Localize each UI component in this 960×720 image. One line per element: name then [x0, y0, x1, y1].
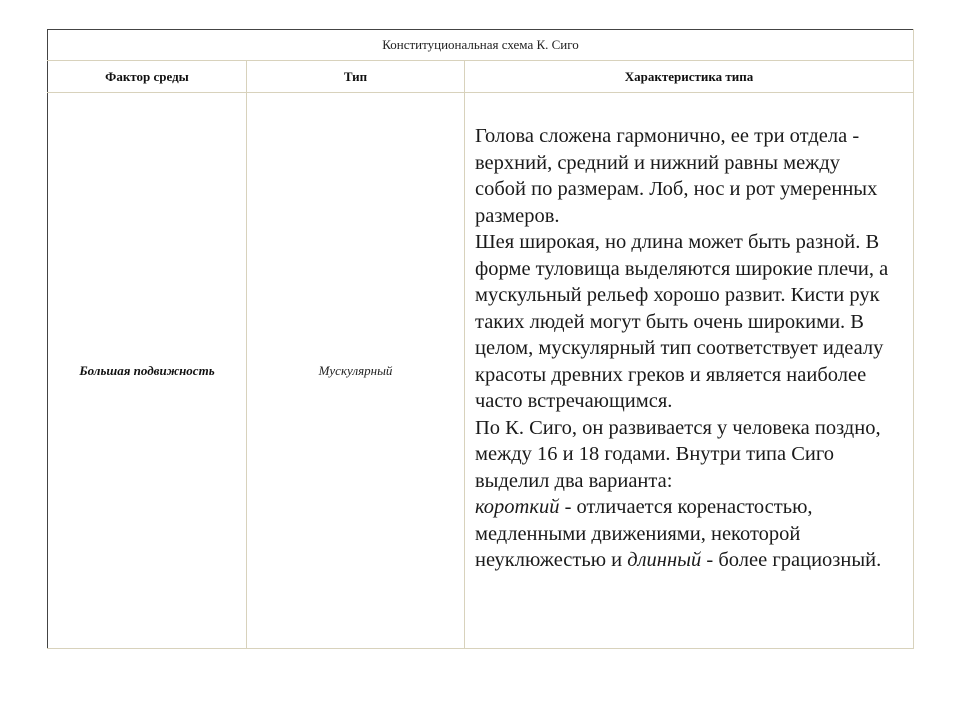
- characteristic-text: [475, 123, 891, 574]
- variant-long-term: длинный: [627, 549, 702, 571]
- desc-paragraph-2: Шея широкая, но длина может быть разной. В форме туловища выделяются широкие плечи, а мускульный рельеф хорошо развит. Кисти рук таких людей могут быть очень широкими. В целом, мускулярный тип соответствует идеалу красоты древних греков и является наиболее часто встречающимся.: [475, 231, 889, 412]
- header-type: Тип: [247, 61, 465, 93]
- type-cell: Мускулярный: [247, 93, 465, 649]
- characteristic-cell: [465, 93, 914, 649]
- desc-paragraph-3: [475, 415, 891, 574]
- table-caption: Конституциональная схема К. Сиго: [48, 30, 914, 61]
- sigaud-scheme-table: [47, 29, 914, 649]
- variant-short-desc: - отличается коренастостью, медленными движениями, некоторой неуклюжестью и: [475, 496, 813, 571]
- variant-long-desc: - более грациозный.: [701, 549, 882, 571]
- factor-cell: Большая подвижность: [48, 93, 247, 649]
- table-row: [48, 93, 914, 649]
- header-factor: Фактор среды: [48, 61, 247, 93]
- desc-paragraph-1: Голова сложена гармонично, ее три отдела - верхний, средний и нижний равны между собой по размерам. Лоб, нос и рот умеренных размеров.: [475, 125, 878, 227]
- desc-paragraph-3-intro: По К. Сиго, он развивается у человека поздно, между 16 и 18 годами. Внутри типа Сиго выделил два варианта:: [475, 416, 881, 492]
- variant-short-term: короткий: [475, 496, 560, 518]
- header-characteristic: Характеристика типа: [465, 61, 914, 93]
